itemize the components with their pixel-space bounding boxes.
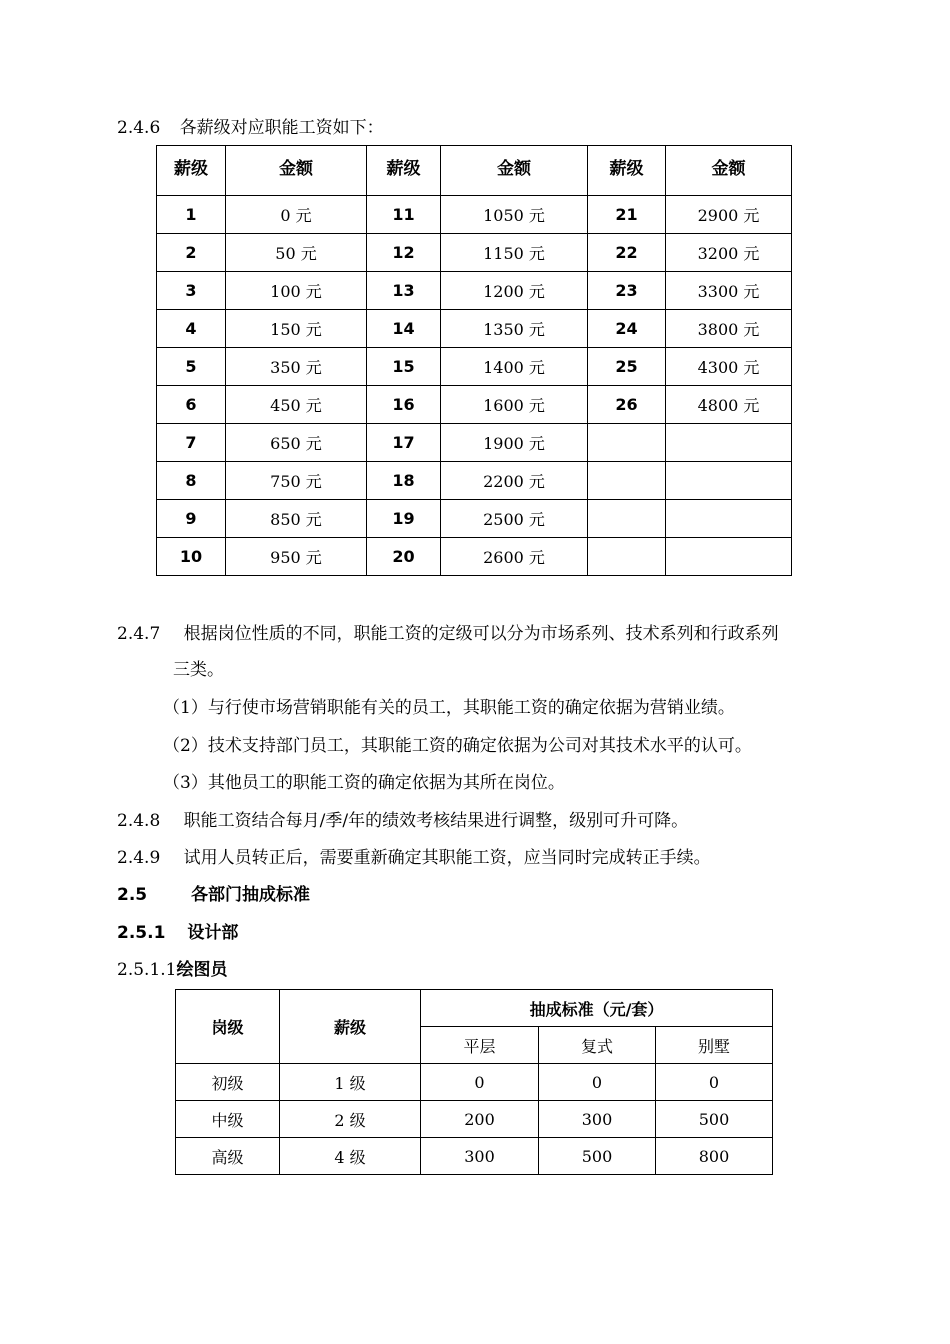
amount-cell: 2200 元 bbox=[441, 462, 588, 500]
table-row bbox=[176, 1064, 773, 1101]
section-text: 根据岗位性质的不同，职能工资的定级可以分为市场系列、技术系列和行政系列 bbox=[183, 624, 779, 644]
subheader-cell: 平层 bbox=[421, 1027, 539, 1064]
table-row bbox=[157, 234, 792, 272]
amount-cell: 4300 元 bbox=[666, 348, 792, 386]
salary-level-cell: 11 bbox=[367, 196, 441, 234]
table-row bbox=[157, 272, 792, 310]
salary-level-cell: 1 bbox=[157, 196, 226, 234]
amount-cell: 950 元 bbox=[226, 538, 367, 576]
amount-cell: 1050 元 bbox=[441, 196, 588, 234]
header-cell: 金额 bbox=[441, 146, 588, 196]
table-cell: 0 bbox=[539, 1064, 656, 1101]
header-cell: 岗级 bbox=[176, 990, 280, 1064]
amount-cell: 4800 元 bbox=[666, 386, 792, 424]
amount-cell: 150 元 bbox=[226, 310, 367, 348]
table-cell: 800 bbox=[656, 1138, 773, 1175]
salary-level-cell bbox=[588, 462, 666, 500]
table-row bbox=[157, 424, 792, 462]
amount-cell: 1150 元 bbox=[441, 234, 588, 272]
header-cell: 薪级 bbox=[367, 146, 441, 196]
salary-level-cell: 24 bbox=[588, 310, 666, 348]
table-cell: 500 bbox=[656, 1101, 773, 1138]
salary-level-cell: 23 bbox=[588, 272, 666, 310]
table-header-row bbox=[157, 146, 792, 196]
salary-level-cell: 26 bbox=[588, 386, 666, 424]
section-2-5-1-1 bbox=[117, 959, 227, 981]
table-cell: 0 bbox=[656, 1064, 773, 1101]
salary-level-cell: 12 bbox=[367, 234, 441, 272]
table-header-row bbox=[176, 990, 773, 1027]
header-cell: 薪级 bbox=[280, 990, 421, 1064]
table-cell: 500 bbox=[539, 1138, 656, 1175]
list-item: （2）技术支持部门员工，其职能工资的确定依据为公司对其技术水平的认可。 bbox=[163, 736, 752, 756]
salary-level-cell: 5 bbox=[157, 348, 226, 386]
amount-cell: 2500 元 bbox=[441, 500, 588, 538]
amount-cell: 650 元 bbox=[226, 424, 367, 462]
header-cell: 薪级 bbox=[157, 146, 226, 196]
table-cell: 300 bbox=[421, 1138, 539, 1175]
amount-cell: 3200 元 bbox=[666, 234, 792, 272]
section-2-5 bbox=[117, 884, 310, 906]
section-number: 2.5.1.1 bbox=[117, 960, 177, 980]
section-text: 试用人员转正后，需要重新确定其职能工资，应当同时完成转正手续。 bbox=[183, 848, 711, 868]
section-text: 各薪级对应职能工资如下： bbox=[179, 118, 384, 138]
amount-cell: 3800 元 bbox=[666, 310, 792, 348]
table-cell: 200 bbox=[421, 1101, 539, 1138]
table-row bbox=[157, 386, 792, 424]
table-cell: 高级 bbox=[176, 1138, 280, 1175]
table-cell: 300 bbox=[539, 1101, 656, 1138]
section-heading: 各部门抽成标准 bbox=[191, 885, 311, 905]
header-cell: 金额 bbox=[666, 146, 792, 196]
section-2-5-1 bbox=[117, 922, 238, 944]
section-number: 2.5 bbox=[117, 885, 148, 905]
salary-level-cell: 4 bbox=[157, 310, 226, 348]
amount-cell bbox=[666, 424, 792, 462]
amount-cell: 1350 元 bbox=[441, 310, 588, 348]
commission-standard-table bbox=[175, 989, 773, 1175]
section-number: 2.5.1 bbox=[117, 923, 166, 943]
table-row bbox=[157, 310, 792, 348]
salary-level-cell: 9 bbox=[157, 500, 226, 538]
salary-level-cell: 18 bbox=[367, 462, 441, 500]
salary-level-cell: 8 bbox=[157, 462, 226, 500]
header-cell: 金额 bbox=[226, 146, 367, 196]
salary-level-cell: 10 bbox=[157, 538, 226, 576]
salary-level-cell: 14 bbox=[367, 310, 441, 348]
salary-level-cell: 2 bbox=[157, 234, 226, 272]
salary-level-cell bbox=[588, 538, 666, 576]
salary-level-cell bbox=[588, 500, 666, 538]
subheader-cell: 别墅 bbox=[656, 1027, 773, 1064]
section-2-4-6 bbox=[117, 117, 384, 139]
salary-level-cell: 25 bbox=[588, 348, 666, 386]
table-cell: 中级 bbox=[176, 1101, 280, 1138]
section-heading: 设计部 bbox=[187, 923, 239, 943]
table-row bbox=[157, 462, 792, 500]
section-number: 2.4.9 bbox=[117, 848, 161, 868]
salary-level-cell: 13 bbox=[367, 272, 441, 310]
salary-level-cell bbox=[588, 424, 666, 462]
section-2-4-7 bbox=[117, 623, 779, 645]
amount-cell bbox=[666, 462, 792, 500]
amount-cell: 3300 元 bbox=[666, 272, 792, 310]
section-number: 2.4.7 bbox=[117, 624, 161, 644]
amount-cell: 450 元 bbox=[226, 386, 367, 424]
header-cell: 薪级 bbox=[588, 146, 666, 196]
amount-cell: 2600 元 bbox=[441, 538, 588, 576]
salary-level-cell: 19 bbox=[367, 500, 441, 538]
table-cell: 2 级 bbox=[280, 1101, 421, 1138]
section-number: 2.4.6 bbox=[117, 118, 161, 138]
salary-level-cell: 6 bbox=[157, 386, 226, 424]
section-text: 职能工资结合每月/季/年的绩效考核结果进行调整，级别可升可降。 bbox=[183, 811, 689, 831]
section-number: 2.4.8 bbox=[117, 811, 161, 831]
amount-cell: 350 元 bbox=[226, 348, 367, 386]
section-2-4-7-continued: 三类。 bbox=[173, 660, 224, 680]
table-row bbox=[157, 196, 792, 234]
salary-level-cell: 21 bbox=[588, 196, 666, 234]
amount-cell: 0 元 bbox=[226, 196, 367, 234]
salary-level-cell: 17 bbox=[367, 424, 441, 462]
amount-cell bbox=[666, 538, 792, 576]
table-row bbox=[176, 1138, 773, 1175]
amount-cell: 1600 元 bbox=[441, 386, 588, 424]
amount-cell: 2900 元 bbox=[666, 196, 792, 234]
table-cell: 4 级 bbox=[280, 1138, 421, 1175]
salary-level-cell: 16 bbox=[367, 386, 441, 424]
amount-cell: 750 元 bbox=[226, 462, 367, 500]
section-heading: 绘图员 bbox=[176, 960, 228, 980]
salary-level-cell: 15 bbox=[367, 348, 441, 386]
table-cell: 初级 bbox=[176, 1064, 280, 1101]
section-2-4-8 bbox=[117, 810, 688, 832]
list-item: （3）其他员工的职能工资的确定依据为其所在岗位。 bbox=[163, 773, 565, 793]
list-item: （1）与行使市场营销职能有关的员工，其职能工资的确定依据为营销业绩。 bbox=[163, 698, 735, 718]
salary-level-cell: 3 bbox=[157, 272, 226, 310]
header-group-cell: 抽成标准（元/套） bbox=[421, 990, 773, 1027]
amount-cell: 100 元 bbox=[226, 272, 367, 310]
table-cell: 0 bbox=[421, 1064, 539, 1101]
subheader-cell: 复式 bbox=[539, 1027, 656, 1064]
amount-cell: 1400 元 bbox=[441, 348, 588, 386]
table-row bbox=[157, 500, 792, 538]
table-row bbox=[157, 348, 792, 386]
amount-cell: 850 元 bbox=[226, 500, 367, 538]
amount-cell bbox=[666, 500, 792, 538]
amount-cell: 1900 元 bbox=[441, 424, 588, 462]
section-2-4-9 bbox=[117, 847, 711, 869]
table-row bbox=[157, 538, 792, 576]
table-cell: 1 级 bbox=[280, 1064, 421, 1101]
table-row bbox=[176, 1101, 773, 1138]
salary-level-cell: 7 bbox=[157, 424, 226, 462]
amount-cell: 50 元 bbox=[226, 234, 367, 272]
salary-level-cell: 22 bbox=[588, 234, 666, 272]
salary-level-cell: 20 bbox=[367, 538, 441, 576]
salary-level-table bbox=[156, 145, 792, 576]
amount-cell: 1200 元 bbox=[441, 272, 588, 310]
